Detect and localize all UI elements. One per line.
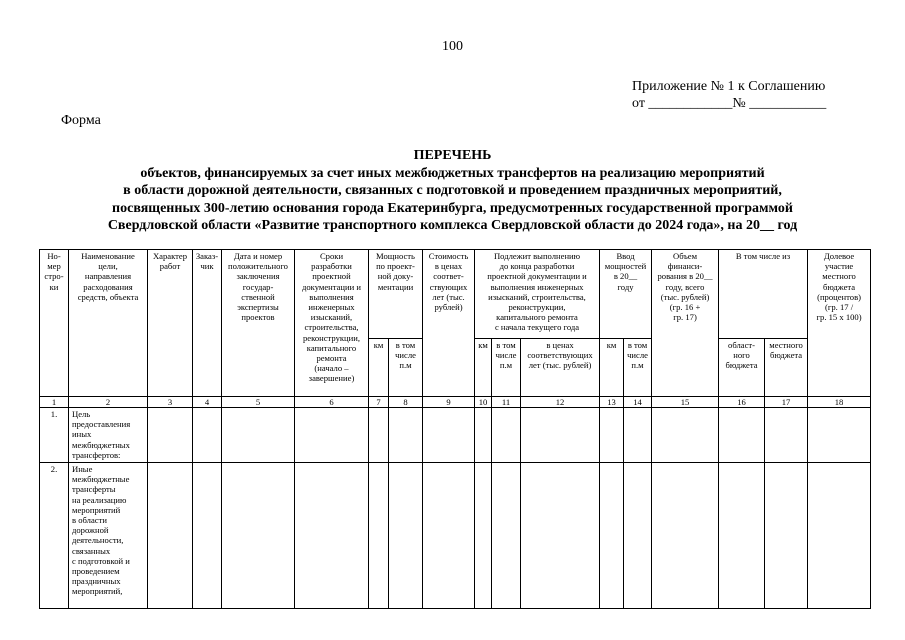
header-pm-remaining: в том числе п.м — [492, 339, 521, 397]
table-cell — [148, 463, 193, 609]
title-line-2: объектов, финансируемых за счет иных межбюджетных трансфертов на реализацию мероприятий — [140, 165, 765, 181]
form-label: Форма — [61, 113, 101, 128]
objects-table — [39, 249, 871, 609]
header-financing: Объем финанси- рования в 20__ году, всего (тыс. рублей) (гр. 16 + гр. 17) — [652, 250, 719, 397]
appendix-caption — [632, 78, 826, 112]
column-number: 10 — [475, 397, 492, 408]
table-cell — [369, 463, 389, 609]
column-number: 8 — [389, 397, 423, 408]
table-cell — [624, 463, 652, 609]
table-cell — [148, 408, 193, 463]
column-number: 9 — [423, 397, 475, 408]
table-cell — [295, 463, 369, 609]
column-number: 18 — [808, 397, 871, 408]
header-customer: Заказ- чик — [193, 250, 222, 397]
page-number: 100 — [442, 39, 463, 54]
table-cell — [808, 463, 871, 609]
table-cell — [222, 408, 295, 463]
header-commissioning: Ввод мощностей в 20__ году — [600, 250, 652, 339]
appendix-line-2: от ____________№ ___________ — [632, 96, 827, 111]
table-cell — [492, 463, 521, 609]
column-number: 13 — [600, 397, 624, 408]
header-row-number: Но- мер стро- ки — [40, 250, 69, 397]
header-including: В том числе из — [719, 250, 808, 339]
header-work-type: Характер работ — [148, 250, 193, 397]
table-cell — [389, 463, 423, 609]
table-row — [40, 408, 871, 463]
table-cell — [295, 408, 369, 463]
header-local-budget: местного бюджета — [765, 339, 808, 397]
header-km-project: км — [369, 339, 389, 397]
column-number: 16 — [719, 397, 765, 408]
column-number: 17 — [765, 397, 808, 408]
table-cell — [423, 408, 475, 463]
table-cell — [719, 408, 765, 463]
table-cell — [389, 408, 423, 463]
row-number: 1. — [40, 408, 69, 463]
table-cell — [719, 463, 765, 609]
column-number: 14 — [624, 397, 652, 408]
column-number: 3 — [148, 397, 193, 408]
row-number: 2. — [40, 463, 69, 609]
column-number: 6 — [295, 397, 369, 408]
table-cell — [369, 408, 389, 463]
column-number: 12 — [521, 397, 600, 408]
table-cell — [222, 463, 295, 609]
header-remaining: Подлежит выполнению до конца разработки проектной документации и выполнения инженерных изысканий, строительства, реконструкции, капитального ремонта с начала текущего года — [475, 250, 600, 339]
table-cell — [423, 463, 475, 609]
column-number: 4 — [193, 397, 222, 408]
table-cell — [624, 408, 652, 463]
table-cell — [600, 463, 624, 609]
header-expertise: Дата и номер положительного заключения государ- ственной экспертизы проектов — [222, 250, 295, 397]
column-number: 5 — [222, 397, 295, 408]
header-terms: Сроки разработки проектной документации и выполнения инженерных изысканий, строительства, реконструкции, капитального ремонта (начало – завершение) — [295, 250, 369, 397]
table-cell — [808, 408, 871, 463]
column-numbers-row — [40, 397, 871, 408]
header-pm-commissioning: в том числе п.м — [624, 339, 652, 397]
column-number: 11 — [492, 397, 521, 408]
table-cell — [492, 408, 521, 463]
title-line-3: в области дорожной деятельности, связанных с подготовкой и проведением праздничных мероприятий, — [123, 183, 782, 198]
header-km-remaining: км — [475, 339, 492, 397]
table-cell — [765, 463, 808, 609]
title-line-5: Свердловской области «Развитие транспортного комплекса Свердловской области до 2024 года», на 20__ год — [107, 218, 798, 233]
header-capacity-project: Мощность по проект- ной доку- ментации — [369, 250, 423, 339]
header-regional-budget: област- ного бюджета — [719, 339, 765, 397]
row-name: Иные межбюджетные трансферты на реализацию мероприятий в области дорожной деятельности, связанных с подготовкой и проведением праздничных мероприятий, — [69, 463, 148, 609]
header-pm-project: в том числе п.м — [389, 339, 423, 397]
table-cell — [193, 408, 222, 463]
column-number: 2 — [69, 397, 148, 408]
table-cell — [600, 408, 624, 463]
header-prices-remaining: в ценах соответствующих лет (тыс. рублей) — [521, 339, 600, 397]
header-km-commissioning: км — [600, 339, 624, 397]
appendix-line-1: Приложение № 1 к Соглашению — [632, 79, 826, 94]
title-line-4: посвященных 300-летию основания города Екатеринбурга, предусмотренных государственной программой — [112, 200, 793, 216]
table-row — [40, 463, 871, 609]
column-number: 1 — [40, 397, 69, 408]
table-cell — [765, 408, 808, 463]
column-number: 7 — [369, 397, 389, 408]
table-cell — [475, 408, 492, 463]
column-number: 15 — [652, 397, 719, 408]
table-cell — [193, 463, 222, 609]
table-cell — [652, 463, 719, 609]
table-cell — [521, 408, 600, 463]
table-cell — [652, 408, 719, 463]
row-name: Цель предоставления иных межбюджетных трансфертов: — [69, 408, 148, 463]
document-title — [40, 147, 865, 235]
header-cost: Стоимость в ценах соответ- ствующих лет (тыс. рублей) — [423, 250, 475, 397]
header-name: Наименование цели, направления расходования средств, объекта — [69, 250, 148, 397]
table-cell — [521, 463, 600, 609]
table-cell — [475, 463, 492, 609]
header-share: Долевое участие местного бюджета (процентов) (гр. 17 / гр. 15 x 100) — [808, 250, 871, 397]
title-line-1: ПЕРЕЧЕНЬ — [413, 148, 492, 163]
